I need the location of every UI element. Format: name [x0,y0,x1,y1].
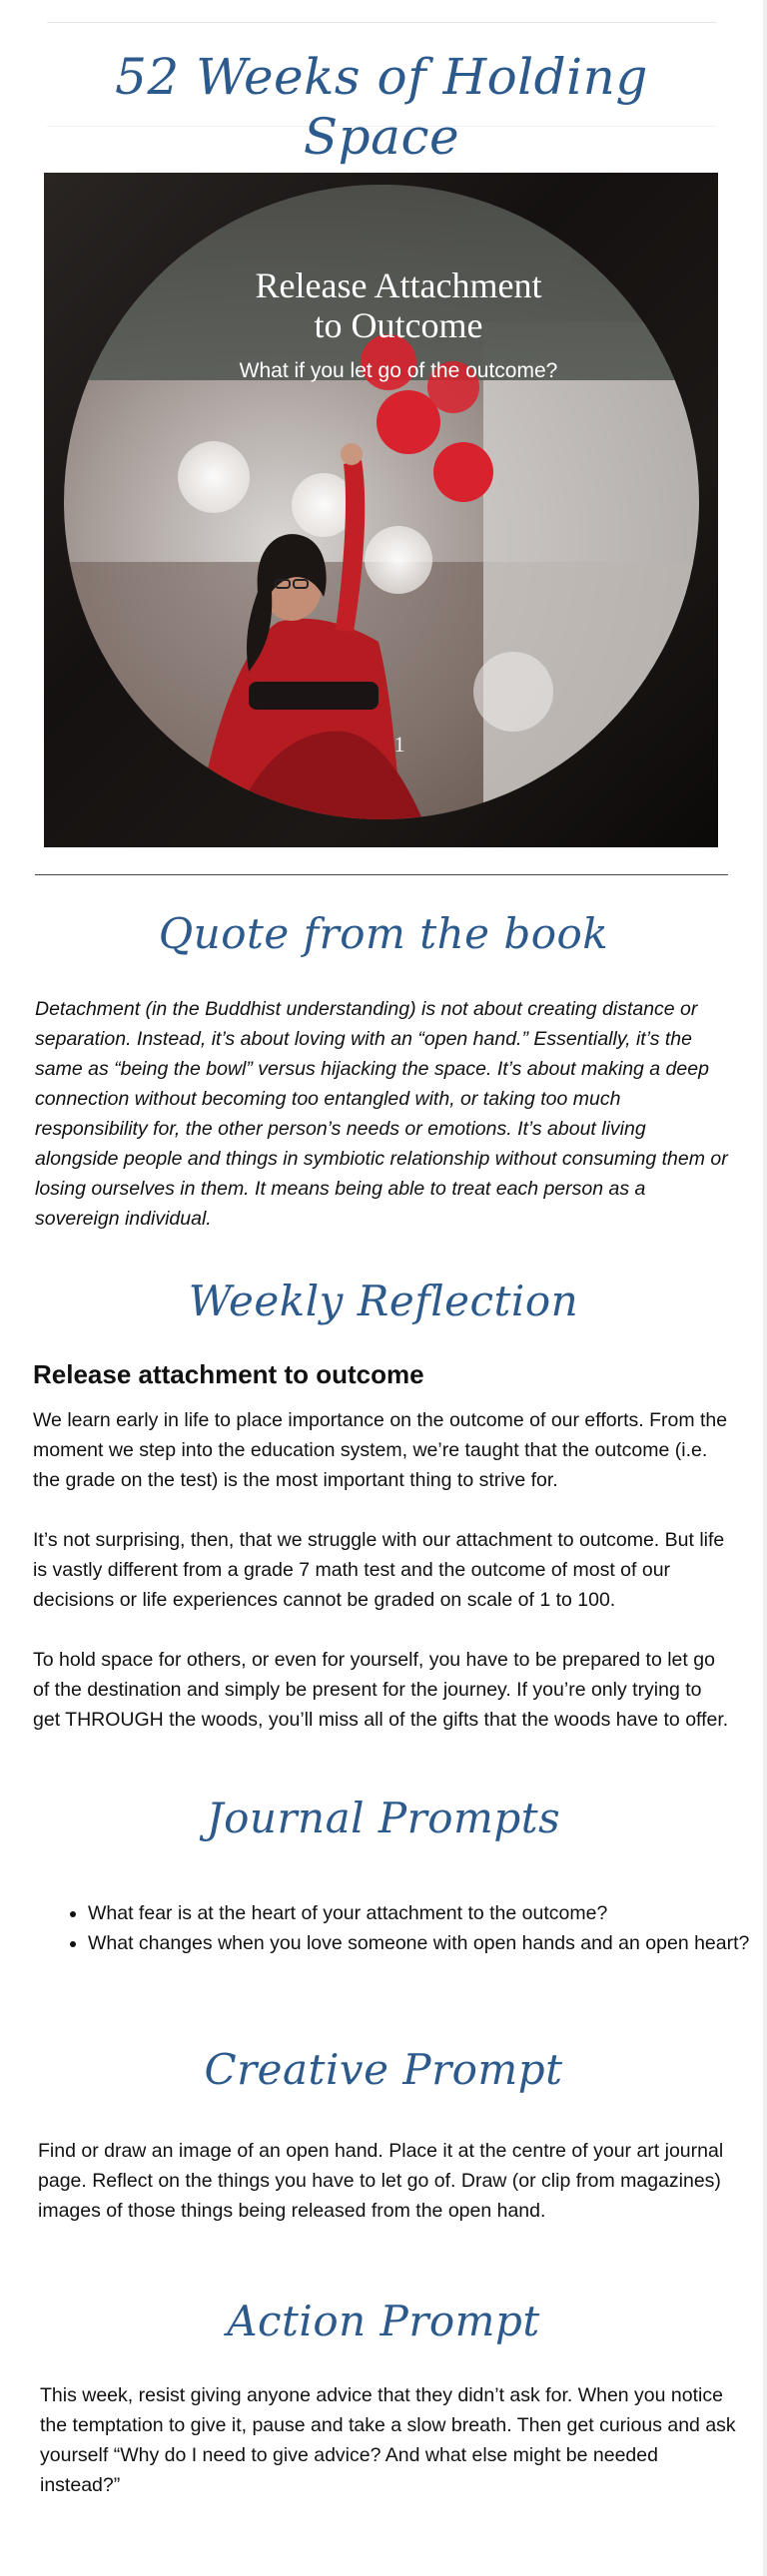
list-item: • What changes when you love someone with open hands and an open heart? [88,1928,757,1958]
creative-section-title: Creative Prompt [204,2045,563,2094]
reflection-heading: Release attachment to outcome [33,1359,424,1389]
reflection-paragraph: We learn early in life to place importance on the outcome of our efforts. From the moment we step into the education system, we’re taught that the outcome (i.e. the grade on the test) is the most important thing to strive for. [33,1409,728,1491]
card-title-line2: to Outcome [314,305,483,345]
site-title[interactable]: 52 Weeks of Holding Space [115,48,648,166]
action-prompt-text: This week, resist giving anyone advice that they didn’t ask for. When you notice the temptation to give it, pause and take a slow breath. Then get curious and ask yourself “Why do I need to give advice? And what else might be needed instead?” [40,2384,736,2496]
card-illustration [44,173,718,847]
card-title-line1: Release Attachment [255,265,542,305]
card-number: 1 [393,732,405,757]
journal-prompt-list [56,1898,757,1958]
reflection-paragraph: It’s not surprising, then, that we struggle with our attachment to outcome. But life is vastly different from a grade 7 math test and the outcome of most of our decisions or life experiences cannot be graded on scale of 1 to 100. [33,1529,725,1611]
list-item: • What fear is at the heart of your attachment to the outcome? [88,1898,757,1928]
reflection-paragraph: To hold space for others, or even for yourself, you have to be prepared to let go of the destination and simply be present for the journey. If you’re only trying to get THROUGH the woods, you’ll miss all of the gifts that the woods have to offer. [33,1649,729,1731]
creative-prompt-text: Find or draw an image of an open hand. Place it at the centre of your art journal page. Reflect on the things you have to let go of. Draw (or clip from magazines) images of those things being released from the open hand. [38,2140,724,2222]
quote-section-title: Quote from the book [158,909,609,958]
page-edge [763,0,767,2576]
card-subtitle: What if you let go of the outcome? [239,359,558,382]
site-header [47,22,716,166]
action-section-title: Action Prompt [227,2297,540,2345]
book-quote: Detachment (in the Buddhist understanding) is not about creating distance or separation. Instead, it’s about loving with an “open hand.” Essentially, it’s the same as “being the bowl” versus hijacking the space. It’s about making a deep connection without becoming too entangled with, or taking too much responsibility for, the other person’s needs or emotions. It’s about living alongside people and things in symbiotic relationship without consuming them or losing ourselves in them. It means being able to treat each person as a sovereign individual. [35,998,728,1230]
journal-section-title: Journal Prompts [206,1794,561,1842]
reflection-section-title: Weekly Reflection [188,1277,579,1325]
divider [35,874,728,875]
hero-image [44,173,718,847]
